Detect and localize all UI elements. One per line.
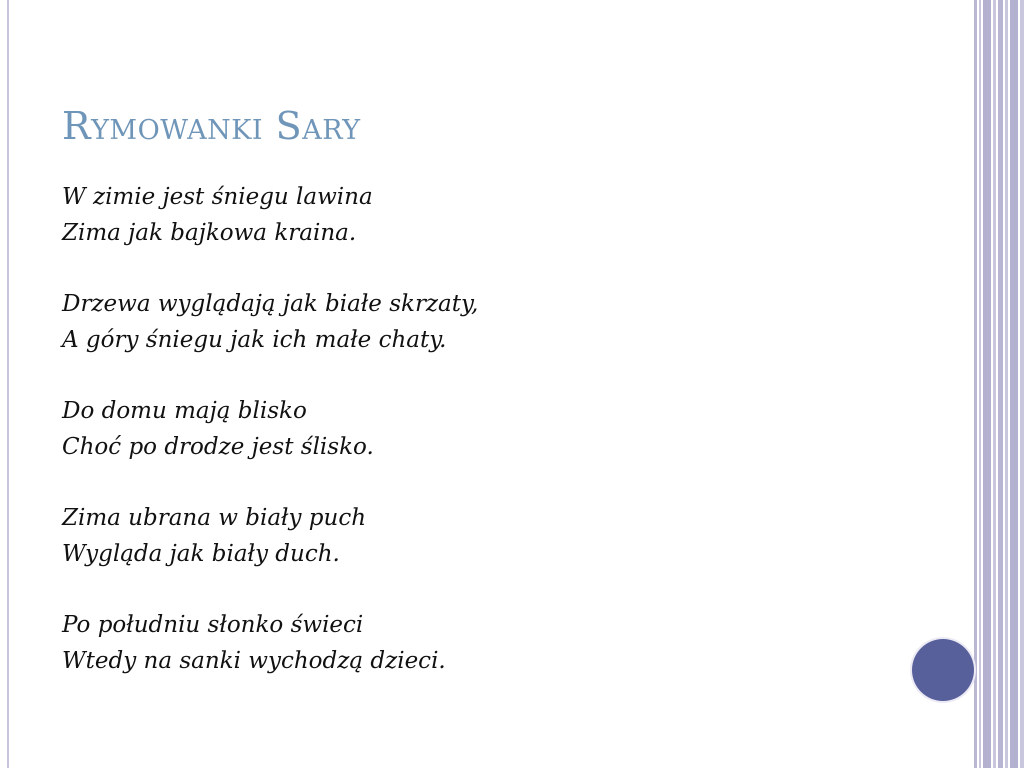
decor-bar <box>1020 0 1024 768</box>
poem-line: Wtedy na sanki wychodzą dzieci. <box>62 648 446 674</box>
stanza-4 <box>62 500 882 572</box>
poem-line: Zima ubrana w biały puch <box>62 505 367 531</box>
decor-bar <box>974 0 977 768</box>
left-border-line <box>7 0 9 768</box>
decor-bar <box>993 0 996 768</box>
decor-bar <box>983 0 991 768</box>
poem-line: Po południu słonko świeci <box>62 612 364 638</box>
stanza-3 <box>62 393 882 465</box>
stanza-5 <box>62 607 882 679</box>
poem-line: Do domu mają blisko <box>62 398 307 424</box>
poem-line: Zima jak bajkowa kraina. <box>62 220 357 246</box>
poem-line: Drzewa wyglądają jak białe skrzaty, <box>62 291 479 317</box>
decor-bar <box>998 0 1003 768</box>
poem-line: A góry śniegu jak ich małe chaty. <box>62 327 447 353</box>
right-decorative-bars <box>974 0 1024 768</box>
poem-body <box>62 179 882 714</box>
poem-line: Choć po drodze jest ślisko. <box>62 434 374 460</box>
stanza-2 <box>62 286 882 358</box>
decor-bar <box>1010 0 1018 768</box>
accent-circle-icon <box>912 639 974 701</box>
decor-bar <box>1005 0 1008 768</box>
poem-line: Wygląda jak biały duch. <box>62 541 340 567</box>
decor-bar <box>979 0 981 768</box>
stanza-1 <box>62 179 882 251</box>
slide-title: Rymowanki Sary <box>62 104 361 148</box>
poem-line: W zimie jest śniegu lawina <box>62 184 373 210</box>
